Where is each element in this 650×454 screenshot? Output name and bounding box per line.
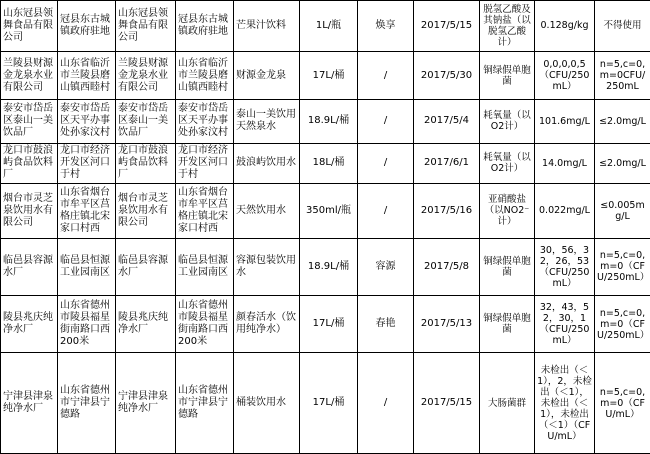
cell-producer-address: 冠县东古城镇政府驻地 xyxy=(58,1,116,52)
cell-product-name: 泰山一美饮用天然泉水 xyxy=(234,100,300,143)
cell-seller-address: 山东省德州市陵县福星街南路口西200米 xyxy=(176,295,234,352)
cell-measured-value: 101.6mg/L xyxy=(535,100,595,143)
cell-spec: 18.9L/桶 xyxy=(300,238,358,295)
cell-producer-name: 临邑县容源水厂 xyxy=(1,238,58,295)
cell-spec: 1L/瓶 xyxy=(300,1,358,52)
cell-standard-value: 不得使用 xyxy=(595,1,650,52)
cell-seller-address: 冠县东古城镇政府驻地 xyxy=(176,1,234,52)
cell-producer-name: 龙口市鼓浪屿食品饮料厂 xyxy=(1,143,58,184)
cell-failed-item: 亚硝酸盐（以NO2⁻计） xyxy=(480,184,535,238)
cell-spec: 17L/桶 xyxy=(300,295,358,352)
cell-seller-name: 泰安市岱岳区泰山一美饮品厂 xyxy=(116,100,176,143)
cell-measured-value: 未检出（＜1），2，未检出（＜1），未检出（＜1），未检出（＜1）（CFU/mL） xyxy=(535,353,595,454)
table-row xyxy=(1,51,650,100)
cell-production-date: 2017/5/13 xyxy=(414,295,480,352)
cell-standard-value: n=5,c=0,m=0CFU/250mL xyxy=(595,51,650,100)
cell-brand: 焕享 xyxy=(358,1,414,52)
cell-seller-address: 泰安市岱岳区天平办事处孙家汶村 xyxy=(176,100,234,143)
cell-failed-item: 耗氧量（以O2计） xyxy=(480,100,535,143)
cell-brand: / xyxy=(358,51,414,100)
cell-failed-item: 大肠菌群 xyxy=(480,353,535,454)
cell-production-date: 2017/5/15 xyxy=(414,1,480,52)
cell-producer-name: 山东冠县领舞食品有限公司 xyxy=(1,1,58,52)
cell-production-date: 2017/5/8 xyxy=(414,238,480,295)
cell-seller-name: 宁津县津泉纯净水厂 xyxy=(116,353,176,454)
cell-product-name: 财源金龙泉 xyxy=(234,51,300,100)
table-row xyxy=(1,184,650,238)
cell-producer-address: 山东省德州市陵县福星街南路口西200米 xyxy=(58,295,116,352)
cell-seller-address: 临邑县恒源工业园南区 xyxy=(176,238,234,295)
cell-standard-value: ≤2.0mg/L xyxy=(595,143,650,184)
cell-brand: / xyxy=(358,184,414,238)
cell-production-date: 2017/5/15 xyxy=(414,353,480,454)
cell-seller-name: 兰陵县财源金龙泉水业有限公司 xyxy=(116,51,176,100)
cell-standard-value: n=5,c=0,m=0（CFU/mL） xyxy=(595,353,650,454)
cell-spec: 17L/桶 xyxy=(300,51,358,100)
cell-product-name: 容源包装饮用水 xyxy=(234,238,300,295)
cell-producer-name: 泰安市岱岳区泰山一美饮品厂 xyxy=(1,100,58,143)
cell-producer-name: 烟台市灵芝泉饮用水有限公司 xyxy=(1,184,58,238)
cell-standard-value: n=5,c=0,m=0（CFU/250mL） xyxy=(595,295,650,352)
cell-failed-item: 耗氧量（以O2计） xyxy=(480,143,535,184)
cell-production-date: 2017/5/4 xyxy=(414,100,480,143)
cell-producer-address: 山东省烟台市牟平区莒格庄镇北宋家口村西 xyxy=(58,184,116,238)
cell-failed-item: 脱氢乙酸及其钠盐（以脱氢乙酸计） xyxy=(480,1,535,52)
table-row xyxy=(1,353,650,454)
cell-seller-address: 山东省德州市宁津县宁德路 xyxy=(176,353,234,454)
cell-measured-value: 14.0mg/L xyxy=(535,143,595,184)
cell-brand: 春艳 xyxy=(358,295,414,352)
cell-producer-address: 临邑县恒源工业园南区 xyxy=(58,238,116,295)
cell-producer-address: 泰安市岱岳区天平办事处孙家汶村 xyxy=(58,100,116,143)
cell-brand: 容源 xyxy=(358,238,414,295)
cell-producer-address: 山东省德州市宁津县宁德路 xyxy=(58,353,116,454)
cell-production-date: 2017/5/16 xyxy=(414,184,480,238)
cell-measured-value: 32，43，52，30，1（CFU/250mL） xyxy=(535,295,595,352)
cell-producer-name: 兰陵县财源金龙泉水业有限公司 xyxy=(1,51,58,100)
cell-seller-address: 龙口市经济开发区河口于村 xyxy=(176,143,234,184)
cell-seller-name: 临邑县容源水厂 xyxy=(116,238,176,295)
cell-producer-name: 陵县兆庆纯净水厂 xyxy=(1,295,58,352)
cell-spec: 350ml/瓶 xyxy=(300,184,358,238)
cell-brand: / xyxy=(358,143,414,184)
cell-product-name: 芒果汁饮料 xyxy=(234,1,300,52)
cell-failed-item: 铜绿假单胞菌 xyxy=(480,295,535,352)
cell-brand: / xyxy=(358,100,414,143)
cell-producer-name: 宁津县津泉纯净水厂 xyxy=(1,353,58,454)
cell-product-name: 桶装饮用水 xyxy=(234,353,300,454)
cell-failed-item: 铜绿假单胞菌 xyxy=(480,51,535,100)
cell-product-name: 天然饮用水 xyxy=(234,184,300,238)
table-row xyxy=(1,1,650,52)
table-row xyxy=(1,295,650,352)
cell-failed-item: 铜绿假单胞菌 xyxy=(480,238,535,295)
cell-seller-name: 龙口市鼓浪屿食品饮料厂 xyxy=(116,143,176,184)
table-row xyxy=(1,143,650,184)
cell-measured-value: 30，56，32，26，53（CFU/250mL） xyxy=(535,238,595,295)
cell-seller-name: 山东冠县领舞食品有限公司 xyxy=(116,1,176,52)
cell-product-name: 颜春活水（饮用纯净水） xyxy=(234,295,300,352)
cell-seller-name: 陵县兆庆纯净水厂 xyxy=(116,295,176,352)
cell-measured-value: 0.128g/kg xyxy=(535,1,595,52)
cell-producer-address: 山东省临沂市兰陵县磨山镇西睦村 xyxy=(58,51,116,100)
cell-seller-name: 烟台市灵芝泉饮用水有限公司 xyxy=(116,184,176,238)
cell-production-date: 2017/6/1 xyxy=(414,143,480,184)
cell-measured-value: 0,0,0,0,5（CFU/250mL） xyxy=(535,51,595,100)
cell-brand: / xyxy=(358,353,414,454)
cell-spec: 18.9L/桶 xyxy=(300,100,358,143)
cell-measured-value: 0.022mg/L xyxy=(535,184,595,238)
cell-seller-address: 山东省临沂市兰陵县磨山镇西睦村 xyxy=(176,51,234,100)
cell-spec: 18L/桶 xyxy=(300,143,358,184)
cell-spec: 17L/桶 xyxy=(300,353,358,454)
cell-product-name: 鼓浪屿饮用水 xyxy=(234,143,300,184)
cell-production-date: 2017/5/30 xyxy=(414,51,480,100)
cell-standard-value: ≤2.0mg/L xyxy=(595,100,650,143)
cell-seller-address: 山东省烟台市牟平区莒格庄镇北宋家口村西 xyxy=(176,184,234,238)
table-row xyxy=(1,238,650,295)
cell-standard-value: n=5,c=0,m=0（CFU/250mL） xyxy=(595,238,650,295)
cell-standard-value: ≤0.005mg/L xyxy=(595,184,650,238)
table-row xyxy=(1,100,650,143)
cell-producer-address: 龙口市经济开发区河口于村 xyxy=(58,143,116,184)
